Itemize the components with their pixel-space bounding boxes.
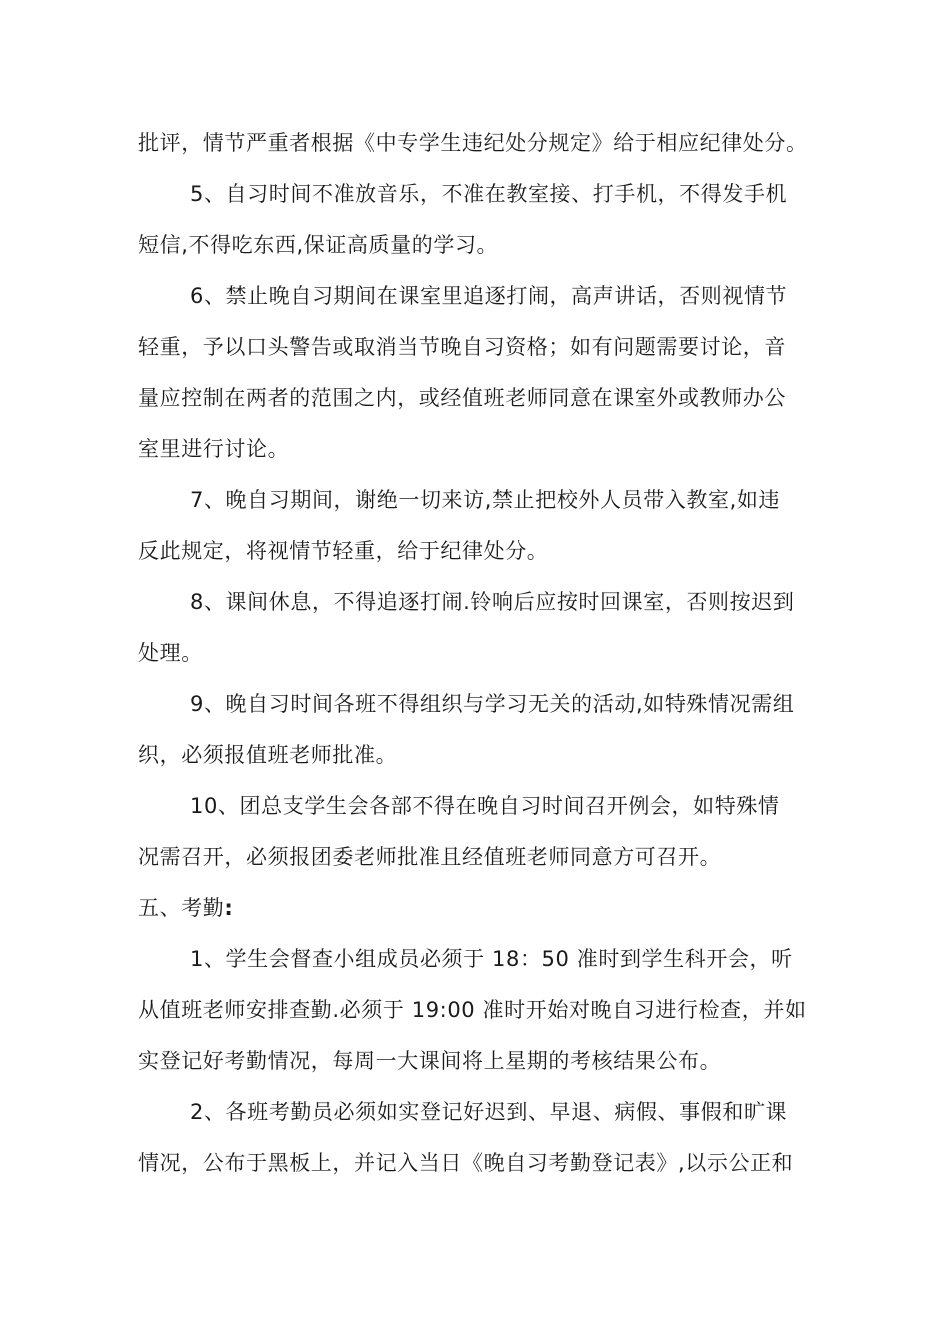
text-line: 情况，公布于黑板上，并记入当日《晚自习考勤登记表》,以示公正和 — [138, 1151, 794, 1175]
text-line: 批评，情节严重者根据《中专学生违纪处分规定》给于相应纪律处分。 — [138, 131, 808, 155]
text-line: 况需召开，必须报团委老师批准且经值班老师同意方可召开。 — [138, 845, 722, 869]
text-line: 处理。 — [138, 641, 203, 665]
section-heading-colon: : — [224, 896, 234, 920]
text-line: 7、晚自习期间，谢绝一切来访,禁止把校外人员带入教室,如违 — [190, 488, 781, 512]
text-line: 8、课间休息，不得追逐打闹.铃响后应按时回课室，否则按迟到 — [190, 590, 795, 614]
text-line: 2、各班考勤员必须如实登记好迟到、早退、病假、事假和旷课 — [190, 1100, 788, 1124]
document-body — [138, 118, 818, 1189]
text-line: 9、晚自习时间各班不得组织与学习无关的活动,如特殊情况需组 — [190, 692, 795, 716]
text-line: 短信,不得吃东西,保证高质量的学习。 — [138, 233, 499, 257]
text-line: 10、团总支学生会各部不得在晚自习时间召开例会，如特殊情 — [190, 794, 780, 818]
text-line: 反此规定，将视情节轻重，给于纪律处分。 — [138, 539, 549, 563]
text-line: 量应控制在两者的范围之内，或经值班老师同意在课室外或教师办公 — [138, 386, 786, 410]
text-line: 轻重，予以口头警告或取消当节晚自习资格；如有问题需要讨论，音 — [138, 335, 786, 359]
text-line: 5、自习时间不准放音乐，不准在教室接、打手机，不得发手机 — [190, 182, 788, 206]
text-line: 织，必须报值班老师批准。 — [138, 743, 398, 767]
section-heading — [138, 883, 818, 934]
text-line: 实登记好考勤情况，每周一大课间将上星期的考核结果公布。 — [138, 1049, 722, 1073]
section-heading-text: 五、考勤 — [138, 896, 225, 920]
text-line: 从值班老师安排查勤.必须于 19:00 准时开始对晚自习进行检查，并如 — [138, 998, 807, 1022]
text-line: 6、禁止晚自习期间在课室里追逐打闹，高声讲话，否则视情节 — [190, 284, 788, 308]
text-line: 室里进行讨论。 — [138, 437, 290, 461]
text-line: 1、学生会督查小组成员必须于 18：50 准时到学生科开会，听 — [190, 947, 793, 971]
